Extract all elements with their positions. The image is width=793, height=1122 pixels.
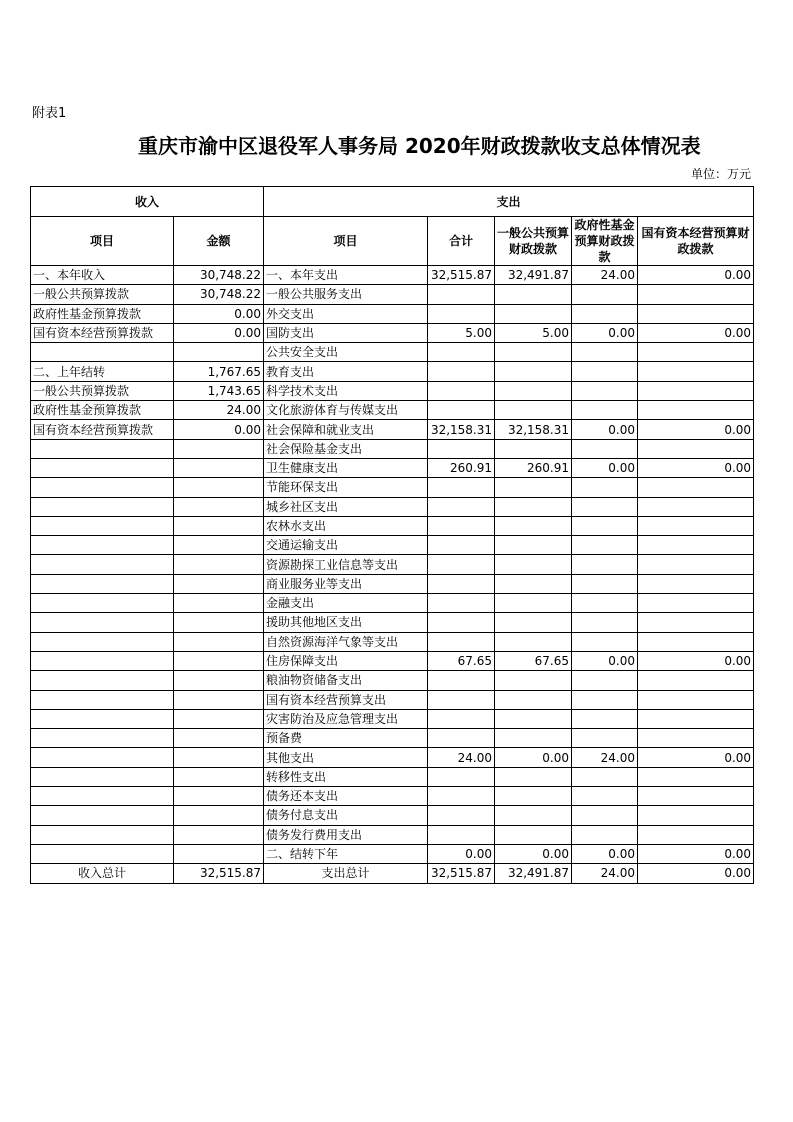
income-amount: 30,748.22 — [174, 285, 264, 304]
expense-total-cell — [428, 536, 495, 555]
general-budget-header: 一般公共预算财政拨款 — [495, 217, 572, 266]
total-header: 合计 — [428, 217, 495, 266]
expense-total-cell: 32,515.87 — [428, 266, 495, 285]
state-capital-cell — [638, 362, 754, 381]
general-budget-cell — [495, 787, 572, 806]
state-capital-cell — [638, 439, 754, 458]
general-budget-cell: 32,158.31 — [495, 420, 572, 439]
state-capital-cell: 0.00 — [638, 458, 754, 477]
general-budget-cell — [495, 516, 572, 535]
income-amount: 0.00 — [174, 304, 264, 323]
state-capital-cell: 0.00 — [638, 420, 754, 439]
income-amount: 1,743.65 — [174, 381, 264, 400]
income-amount — [174, 709, 264, 728]
expense-total-cell: 32,158.31 — [428, 420, 495, 439]
table-row — [31, 574, 754, 593]
general-budget-cell — [495, 478, 572, 497]
state-capital-cell — [638, 401, 754, 420]
expense-total-cell — [428, 381, 495, 400]
general-budget-cell — [495, 497, 572, 516]
expense-total-cell: 260.91 — [428, 458, 495, 477]
expense-item: 社会保障和就业支出 — [264, 420, 428, 439]
fund-budget-cell — [572, 439, 638, 458]
budget-table — [30, 186, 754, 884]
general-budget-cell — [495, 304, 572, 323]
expense-item: 教育支出 — [264, 362, 428, 381]
income-item — [31, 632, 174, 651]
fund-budget-cell — [572, 516, 638, 535]
general-budget-cell: 0.00 — [495, 748, 572, 767]
expense-total-cell — [428, 497, 495, 516]
expense-item: 公共安全支出 — [264, 343, 428, 362]
state-capital-cell — [638, 516, 754, 535]
table-row — [31, 594, 754, 613]
income-amount — [174, 729, 264, 748]
table-row — [31, 401, 754, 420]
expense-item: 二、结转下年 — [264, 844, 428, 863]
income-amount: 1,767.65 — [174, 362, 264, 381]
income-item — [31, 748, 174, 767]
income-item — [31, 555, 174, 574]
state-capital-cell — [638, 806, 754, 825]
state-capital-cell — [638, 574, 754, 593]
income-item — [31, 671, 174, 690]
table-row — [31, 323, 754, 342]
expense-item: 城乡社区支出 — [264, 497, 428, 516]
expense-item: 卫生健康支出 — [264, 458, 428, 477]
table-row — [31, 709, 754, 728]
expense-total-cell: 24.00 — [428, 748, 495, 767]
expense-total: 32,515.87 — [428, 864, 495, 883]
general-budget-cell: 67.65 — [495, 651, 572, 670]
income-item — [31, 516, 174, 535]
page-title: 重庆市渝中区退役军人事务局 2020年财政拨款收支总体情况表 — [138, 134, 701, 158]
fund-budget-cell — [572, 362, 638, 381]
income-item — [31, 767, 174, 786]
income-amount — [174, 536, 264, 555]
table-row — [31, 767, 754, 786]
table-row — [31, 516, 754, 535]
fund-budget-cell — [572, 594, 638, 613]
general-budget-cell — [495, 632, 572, 651]
table-row — [31, 555, 754, 574]
general-budget-cell — [495, 690, 572, 709]
table-row — [31, 343, 754, 362]
expense-item: 转移性支出 — [264, 767, 428, 786]
income-amount — [174, 825, 264, 844]
fund-budget-cell — [572, 497, 638, 516]
income-amount — [174, 651, 264, 670]
state-capital-cell — [638, 594, 754, 613]
table-row — [31, 632, 754, 651]
fund-budget-header: 政府性基金预算财政拨款 — [572, 217, 638, 266]
income-item: 国有资本经营预算拨款 — [31, 420, 174, 439]
income-item: 国有资本经营预算拨款 — [31, 323, 174, 342]
income-item — [31, 458, 174, 477]
income-amount: 30,748.22 — [174, 266, 264, 285]
state-capital-cell — [638, 343, 754, 362]
income-item — [31, 594, 174, 613]
general-budget-cell — [495, 439, 572, 458]
fund-budget-cell — [572, 613, 638, 632]
fund-budget-cell: 24.00 — [572, 748, 638, 767]
expense-total-fund: 24.00 — [572, 864, 638, 883]
state-capital-cell: 0.00 — [638, 748, 754, 767]
state-capital-cell: 0.00 — [638, 323, 754, 342]
income-item — [31, 787, 174, 806]
income-amount — [174, 767, 264, 786]
expense-item: 社会保险基金支出 — [264, 439, 428, 458]
table-row — [31, 806, 754, 825]
expense-item: 农林水支出 — [264, 516, 428, 535]
expense-item: 国防支出 — [264, 323, 428, 342]
income-item: 二、上年结转 — [31, 362, 174, 381]
table-row — [31, 439, 754, 458]
expense-total-cell — [428, 767, 495, 786]
income-item — [31, 729, 174, 748]
fund-budget-cell — [572, 304, 638, 323]
expense-item: 债务还本支出 — [264, 787, 428, 806]
fund-budget-cell — [572, 574, 638, 593]
fund-budget-cell: 0.00 — [572, 844, 638, 863]
fund-budget-cell: 0.00 — [572, 651, 638, 670]
income-header: 收入 — [31, 187, 264, 217]
income-amount-header: 金额 — [174, 217, 264, 266]
expense-total-label: 支出总计 — [264, 864, 428, 883]
expense-item: 住房保障支出 — [264, 651, 428, 670]
state-capital-cell — [638, 690, 754, 709]
fund-budget-cell — [572, 555, 638, 574]
expense-total-cell — [428, 555, 495, 574]
expense-item: 预备费 — [264, 729, 428, 748]
income-amount — [174, 574, 264, 593]
fund-budget-cell — [572, 767, 638, 786]
fund-budget-cell — [572, 343, 638, 362]
income-item: 一般公共预算拨款 — [31, 381, 174, 400]
table-row — [31, 651, 754, 670]
state-capital-cell — [638, 304, 754, 323]
income-amount — [174, 844, 264, 863]
fund-budget-cell — [572, 709, 638, 728]
income-item: 一、本年收入 — [31, 266, 174, 285]
income-amount — [174, 343, 264, 362]
general-budget-cell — [495, 594, 572, 613]
state-capital-cell — [638, 671, 754, 690]
general-budget-cell — [495, 285, 572, 304]
expense-total-cell — [428, 709, 495, 728]
expense-item: 自然资源海洋气象等支出 — [264, 632, 428, 651]
income-amount — [174, 594, 264, 613]
expense-item: 国有资本经营预算支出 — [264, 690, 428, 709]
expense-total-cell — [428, 690, 495, 709]
income-item: 一般公共预算拨款 — [31, 285, 174, 304]
total-row — [31, 864, 754, 883]
income-amount — [174, 439, 264, 458]
state-capital-cell — [638, 632, 754, 651]
expense-total-cell — [428, 478, 495, 497]
fund-budget-cell — [572, 729, 638, 748]
expense-total-cell — [428, 825, 495, 844]
unit-label: 单位：万元 — [690, 167, 751, 181]
general-budget-cell — [495, 362, 572, 381]
table-row — [31, 458, 754, 477]
table-row — [31, 420, 754, 439]
general-budget-cell — [495, 729, 572, 748]
income-amount: 0.00 — [174, 420, 264, 439]
income-amount — [174, 632, 264, 651]
state-capital-cell — [638, 536, 754, 555]
general-budget-cell — [495, 613, 572, 632]
expense-item: 科学技术支出 — [264, 381, 428, 400]
table-row — [31, 748, 754, 767]
table-row — [31, 787, 754, 806]
fund-budget-cell: 0.00 — [572, 323, 638, 342]
table-row — [31, 266, 754, 285]
fund-budget-cell: 0.00 — [572, 458, 638, 477]
state-capital-cell — [638, 825, 754, 844]
state-capital-cell: 0.00 — [638, 844, 754, 863]
fund-budget-cell — [572, 632, 638, 651]
expense-total-cell — [428, 787, 495, 806]
income-item — [31, 536, 174, 555]
expense-total-cell — [428, 671, 495, 690]
expense-item: 交通运输支出 — [264, 536, 428, 555]
expense-item: 外交支出 — [264, 304, 428, 323]
expense-item: 债务付息支出 — [264, 806, 428, 825]
income-amount — [174, 748, 264, 767]
general-budget-cell — [495, 536, 572, 555]
expense-total-general: 32,491.87 — [495, 864, 572, 883]
state-capital-cell — [638, 613, 754, 632]
income-item — [31, 844, 174, 863]
state-capital-cell — [638, 709, 754, 728]
expense-total-cell — [428, 304, 495, 323]
expense-item: 粮油物资储备支出 — [264, 671, 428, 690]
income-item-header: 项目 — [31, 217, 174, 266]
state-capital-cell: 0.00 — [638, 266, 754, 285]
expense-item-header: 项目 — [264, 217, 428, 266]
fund-budget-cell: 0.00 — [572, 420, 638, 439]
general-budget-cell — [495, 381, 572, 400]
table-row — [31, 478, 754, 497]
income-item — [31, 613, 174, 632]
state-capital-cell — [638, 787, 754, 806]
income-item — [31, 497, 174, 516]
income-amount — [174, 787, 264, 806]
income-amount: 0.00 — [174, 323, 264, 342]
income-amount — [174, 671, 264, 690]
income-item — [31, 574, 174, 593]
general-budget-cell — [495, 806, 572, 825]
state-capital-cell — [638, 285, 754, 304]
income-amount: 24.00 — [174, 401, 264, 420]
expense-total-cell: 67.65 — [428, 651, 495, 670]
expense-item: 金融支出 — [264, 594, 428, 613]
fund-budget-cell — [572, 285, 638, 304]
expense-item: 资源勘探工业信息等支出 — [264, 555, 428, 574]
expense-total-cell — [428, 594, 495, 613]
expense-total-cell — [428, 806, 495, 825]
expense-total-cell: 5.00 — [428, 323, 495, 342]
income-item: 政府性基金预算拨款 — [31, 401, 174, 420]
fund-budget-cell — [572, 825, 638, 844]
attachment-note: 附表1 — [32, 106, 67, 121]
income-item — [31, 343, 174, 362]
fund-budget-cell — [572, 671, 638, 690]
expense-total-cell — [428, 439, 495, 458]
expense-total-cell — [428, 729, 495, 748]
expense-item: 一、本年支出 — [264, 266, 428, 285]
expense-total-cell — [428, 632, 495, 651]
table-row — [31, 690, 754, 709]
fund-budget-cell — [572, 787, 638, 806]
general-budget-cell — [495, 555, 572, 574]
state-capital-cell — [638, 767, 754, 786]
table-row — [31, 613, 754, 632]
table-row — [31, 825, 754, 844]
fund-budget-cell: 24.00 — [572, 266, 638, 285]
income-amount — [174, 458, 264, 477]
expense-item: 灾害防治及应急管理支出 — [264, 709, 428, 728]
fund-budget-cell — [572, 690, 638, 709]
expense-item: 援助其他地区支出 — [264, 613, 428, 632]
table-row — [31, 285, 754, 304]
income-item — [31, 825, 174, 844]
income-amount — [174, 516, 264, 535]
income-amount — [174, 478, 264, 497]
expense-item: 节能环保支出 — [264, 478, 428, 497]
expense-item: 文化旅游体育与传媒支出 — [264, 401, 428, 420]
general-budget-cell — [495, 671, 572, 690]
expense-item: 债务发行费用支出 — [264, 825, 428, 844]
expense-total-cell — [428, 574, 495, 593]
expense-item: 商业服务业等支出 — [264, 574, 428, 593]
header-row-top — [31, 187, 754, 217]
income-item — [31, 709, 174, 728]
income-item — [31, 651, 174, 670]
income-amount — [174, 806, 264, 825]
general-budget-cell: 0.00 — [495, 844, 572, 863]
table-row — [31, 304, 754, 323]
state-capital-cell — [638, 497, 754, 516]
income-item — [31, 690, 174, 709]
expense-total-cell: 0.00 — [428, 844, 495, 863]
general-budget-cell: 32,491.87 — [495, 266, 572, 285]
table-row — [31, 362, 754, 381]
income-amount — [174, 555, 264, 574]
table-row — [31, 844, 754, 863]
expense-total-cell — [428, 401, 495, 420]
state-capital-cell: 0.00 — [638, 651, 754, 670]
income-item — [31, 478, 174, 497]
income-total-amount: 32,515.87 — [174, 864, 264, 883]
income-total-label: 收入总计 — [31, 864, 174, 883]
header-row-sub — [31, 217, 754, 266]
general-budget-cell — [495, 343, 572, 362]
general-budget-cell: 260.91 — [495, 458, 572, 477]
expense-item: 其他支出 — [264, 748, 428, 767]
expense-total-cell — [428, 285, 495, 304]
state-capital-header: 国有资本经营预算财政拨款 — [638, 217, 754, 266]
fund-budget-cell — [572, 401, 638, 420]
fund-budget-cell — [572, 381, 638, 400]
expense-total-state: 0.00 — [638, 864, 754, 883]
table-row — [31, 729, 754, 748]
income-amount — [174, 690, 264, 709]
expense-total-cell — [428, 516, 495, 535]
table-row — [31, 381, 754, 400]
table-row — [31, 536, 754, 555]
general-budget-cell — [495, 709, 572, 728]
income-amount — [174, 497, 264, 516]
state-capital-cell — [638, 478, 754, 497]
income-item: 政府性基金预算拨款 — [31, 304, 174, 323]
income-item — [31, 806, 174, 825]
fund-budget-cell — [572, 536, 638, 555]
general-budget-cell — [495, 767, 572, 786]
fund-budget-cell — [572, 806, 638, 825]
expense-item: 一般公共服务支出 — [264, 285, 428, 304]
general-budget-cell — [495, 574, 572, 593]
state-capital-cell — [638, 729, 754, 748]
table-row — [31, 497, 754, 516]
state-capital-cell — [638, 555, 754, 574]
state-capital-cell — [638, 381, 754, 400]
expense-total-cell — [428, 613, 495, 632]
table-row — [31, 671, 754, 690]
income-item — [31, 439, 174, 458]
expense-header: 支出 — [264, 187, 754, 217]
expense-total-cell — [428, 343, 495, 362]
expense-total-cell — [428, 362, 495, 381]
income-amount — [174, 613, 264, 632]
general-budget-cell: 5.00 — [495, 323, 572, 342]
general-budget-cell — [495, 401, 572, 420]
general-budget-cell — [495, 825, 572, 844]
fund-budget-cell — [572, 478, 638, 497]
